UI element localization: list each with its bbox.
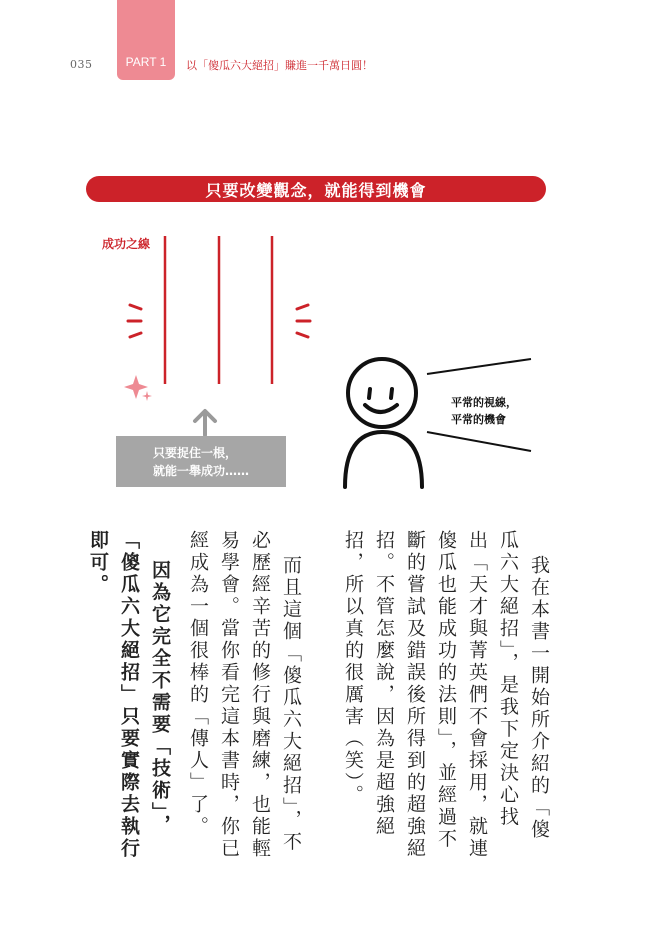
right-emphasis-icon: [297, 305, 310, 337]
body-column-5: 斷的嘗試及錯誤後所得到的超強絕: [404, 530, 426, 860]
body-column-13: 「傻瓜六大絕招」只要實際去執行: [118, 530, 140, 860]
callout-line2: 就能一舉成功……: [153, 464, 250, 478]
body-column-3: 出「天才與菁英們不會採用，就連: [466, 530, 488, 860]
body-column-9: 必歷經辛苦的修行與磨練，也能輕: [249, 530, 271, 860]
left-emphasis-icon: [128, 305, 141, 337]
header-title: 以「傻瓜六大絕招」賺進一千萬日圓！: [186, 59, 373, 72]
body-column-11: 經成為一個很棒的「傳人」了。: [187, 530, 209, 838]
banner-text: 只要改變觀念，就能得到機會: [205, 180, 427, 200]
success-line-label: 成功之線: [102, 237, 151, 251]
eye-label-line2: 平常的機會: [451, 413, 506, 426]
sparkle-icon: [124, 375, 152, 401]
person-icon: [345, 359, 422, 487]
callout-line1: 只要捉住一根，: [153, 446, 238, 460]
up-arrow-icon: [195, 411, 215, 435]
body-column-7: 招，所以真的很厲害（笑）。: [342, 530, 364, 807]
callout-box: [116, 436, 286, 487]
body-column-4: 傻瓜也能成功的法則」，並經過不: [435, 530, 457, 851]
body-column-14: 即可。: [87, 530, 109, 596]
page-number: 035: [70, 58, 93, 71]
eye-label-line1: 平常的視線，: [451, 396, 517, 409]
body-column-10: 易學會。當你看完這本書時，你已: [218, 530, 240, 860]
body-column-1: 我在本書一開始所介紹的「傻: [528, 555, 550, 841]
body-column-12: 因為它完全不需要「技術」，: [149, 560, 171, 837]
body-column-6: 招。不管怎麼說，因為是超強絕: [373, 530, 395, 838]
body-column-2: 瓜六大絕招」，是我下定決心找: [497, 530, 519, 829]
part-label: PART 1: [125, 55, 167, 69]
eye-label: [451, 394, 517, 428]
body-column-8: 而且這個「傻瓜六大絕招」，不: [280, 555, 302, 854]
